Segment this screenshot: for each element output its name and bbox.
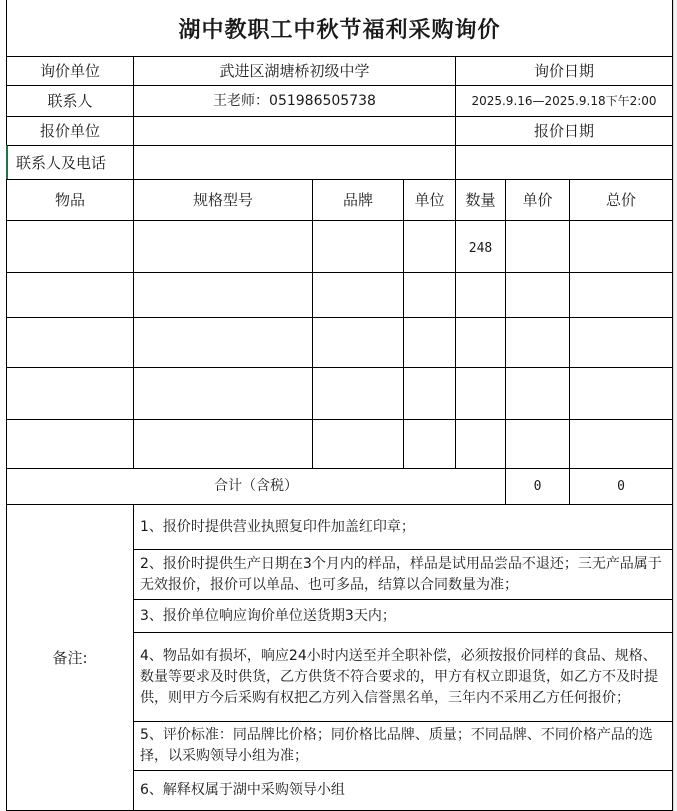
header-quantity[interactable]: 数量 bbox=[455, 179, 506, 221]
table-cell[interactable] bbox=[505, 317, 570, 368]
inquiry-contact-label[interactable]: 联系人 bbox=[6, 85, 134, 117]
table-cell[interactable] bbox=[505, 367, 570, 420]
table-cell[interactable] bbox=[6, 317, 134, 368]
remark-item-5[interactable]: 5、评价标准：同品牌比价格；同价格比品牌、质量；不同品牌、不同价格产品的选择，以采购领导小组为准； bbox=[133, 721, 673, 771]
table-cell[interactable] bbox=[312, 317, 404, 368]
table-cell[interactable] bbox=[569, 367, 673, 420]
total-price[interactable]: 0 bbox=[569, 468, 673, 505]
table-cell[interactable] bbox=[455, 317, 506, 368]
inquiry-date-label[interactable]: 询价日期 bbox=[455, 56, 673, 86]
table-cell[interactable] bbox=[455, 419, 506, 469]
table-cell[interactable] bbox=[6, 220, 134, 273]
header-total-price[interactable]: 总价 bbox=[569, 179, 673, 221]
table-cell[interactable] bbox=[312, 220, 404, 273]
table-cell[interactable] bbox=[569, 419, 673, 469]
total-unit-price[interactable]: 0 bbox=[505, 468, 570, 505]
table-cell[interactable] bbox=[455, 272, 506, 318]
table-cell[interactable] bbox=[133, 419, 313, 469]
table-cell[interactable] bbox=[403, 220, 456, 273]
quote-date-value[interactable] bbox=[455, 145, 673, 180]
table-cell[interactable] bbox=[133, 272, 313, 318]
table-cell[interactable] bbox=[312, 272, 404, 318]
table-cell[interactable] bbox=[312, 367, 404, 420]
quote-unit-label[interactable]: 报价单位 bbox=[6, 116, 134, 146]
table-cell[interactable] bbox=[403, 272, 456, 318]
table-cell[interactable] bbox=[505, 419, 570, 469]
table-cell[interactable] bbox=[569, 317, 673, 368]
table-cell[interactable] bbox=[505, 272, 570, 318]
table-cell[interactable] bbox=[569, 272, 673, 318]
table-cell[interactable] bbox=[6, 367, 134, 420]
table-cell[interactable] bbox=[133, 367, 313, 420]
table-cell[interactable] bbox=[403, 367, 456, 420]
sheet-gutter bbox=[673, 0, 677, 811]
table-cell[interactable] bbox=[569, 220, 673, 273]
table-cell[interactable] bbox=[133, 317, 313, 368]
header-unit[interactable]: 单位 bbox=[403, 179, 456, 221]
header-item[interactable]: 物品 bbox=[6, 179, 134, 221]
quote-contact-label[interactable]: 联系人及电话 bbox=[6, 145, 134, 180]
table-cell[interactable] bbox=[133, 220, 313, 273]
table-cell[interactable] bbox=[505, 220, 570, 273]
remarks-label[interactable]: 备注: bbox=[6, 504, 134, 811]
table-cell[interactable] bbox=[403, 419, 456, 469]
table-cell[interactable] bbox=[6, 272, 134, 318]
remark-item-1[interactable]: 1、报价时提供营业执照复印件加盖红印章； bbox=[133, 504, 673, 550]
inquiry-unit-value[interactable]: 武进区湖塘桥初级中学 bbox=[133, 56, 456, 86]
remark-item-4[interactable]: 4、物品如有损坏，响应24小时内送至并全职补偿，必须按报价同样的食品、规格、数量等要求及时供货，乙方供货不符合要求的，甲方有权立即退货，如乙方不及时提供，则甲方今后采购有权把乙方列入信誉黑名单，三年内不采用乙方任何报价； bbox=[133, 632, 673, 722]
remark-item-2[interactable]: 2、报价时提供生产日期在3个月内的样品，样品是试用品尝品不退还；三无产品属于无效报价，报价可以单品、也可多品，结算以合同数量为准； bbox=[133, 549, 673, 600]
inquiry-unit-label[interactable]: 询价单位 bbox=[6, 56, 134, 86]
inquiry-contact-value[interactable]: 王老师：051986505738 bbox=[133, 85, 456, 117]
table-cell[interactable] bbox=[312, 419, 404, 469]
header-unit-price[interactable]: 单价 bbox=[505, 179, 570, 221]
quote-date-label[interactable]: 报价日期 bbox=[455, 116, 673, 146]
remark-item-6[interactable]: 6、解释权属于湖中采购领导小组 bbox=[133, 770, 673, 811]
table-cell[interactable] bbox=[455, 367, 506, 420]
quote-contact-value[interactable] bbox=[133, 145, 456, 180]
table-cell[interactable] bbox=[403, 317, 456, 368]
inquiry-date-value[interactable]: 2025.9.16—2025.9.18下午2:00 bbox=[455, 85, 673, 117]
remark-item-3[interactable]: 3、报价单位响应询价单位送货期3天内； bbox=[133, 599, 673, 633]
header-spec[interactable]: 规格型号 bbox=[133, 179, 313, 221]
quantity-cell[interactable]: 248 bbox=[455, 220, 506, 273]
quote-unit-value[interactable] bbox=[133, 116, 456, 146]
header-brand[interactable]: 品牌 bbox=[312, 179, 404, 221]
total-label[interactable]: 合计（含税） bbox=[6, 468, 506, 505]
sheet-title[interactable]: 湖中教职工中秋节福利采购询价 bbox=[6, 0, 673, 56]
table-cell[interactable] bbox=[6, 419, 134, 469]
